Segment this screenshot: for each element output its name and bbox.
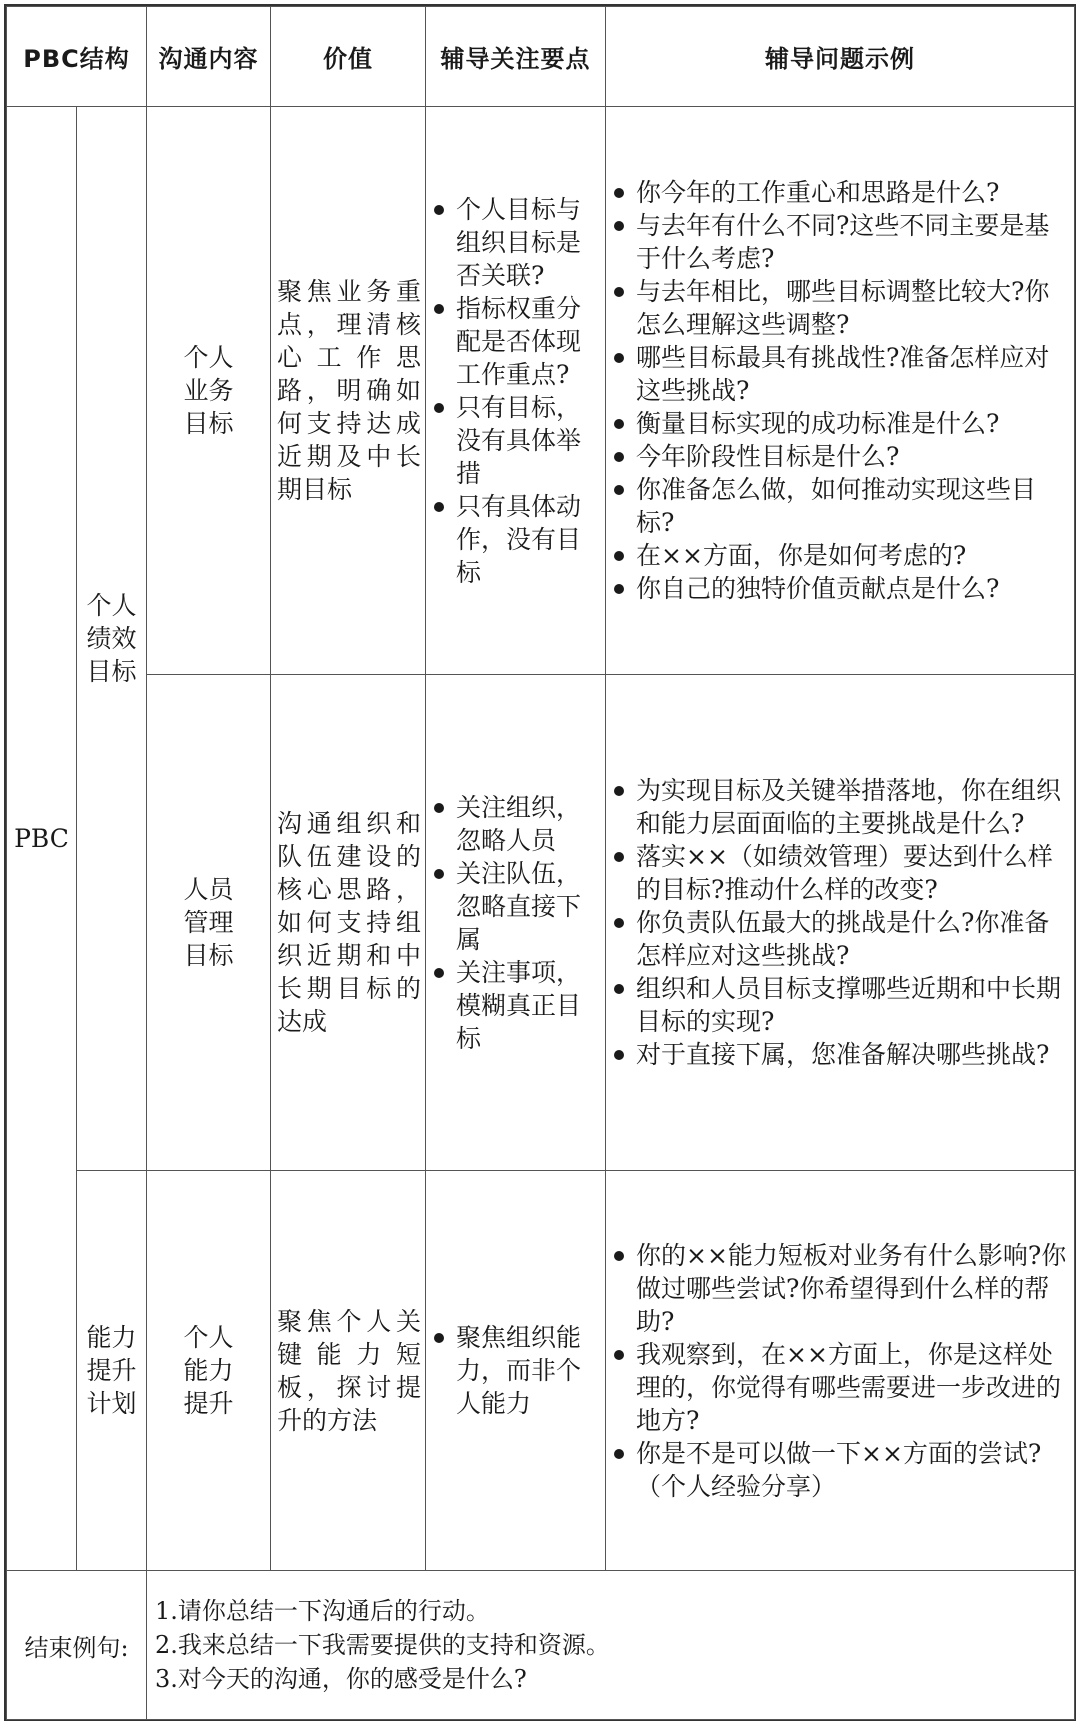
- list-item: 你的××能力短板对业务有什么影响?你做过哪些尝试?你希望得到什么样的帮助?: [612, 1239, 1070, 1338]
- list-item: 你今年的工作重心和思路是什么?: [612, 176, 1070, 209]
- list-item: 与去年相比，哪些目标调整比较大?你怎么理解这些调整?: [612, 275, 1070, 341]
- row3-focus: [426, 1171, 606, 1571]
- closing-line: 1.请你总结一下沟通后的行动。: [155, 1597, 490, 1625]
- list-item: 关注事项，模糊真正目标: [432, 956, 601, 1055]
- list-item: 落实××（如绩效管理）要达到什么样的目标?推动什么样的改变?: [612, 840, 1070, 906]
- list-item: 与去年有什么不同?这些不同主要是基于什么考虑?: [612, 209, 1070, 275]
- closing-lines: [147, 1571, 1075, 1720]
- list-item: 关注队伍，忽略直接下属: [432, 857, 601, 956]
- closing-line: 2.我来总结一下我需要提供的支持和资源。: [155, 1631, 610, 1659]
- pbc-label: PBC: [7, 107, 77, 1571]
- list-item: 你是不是可以做一下××方面的尝试?（个人经验分享）: [612, 1437, 1070, 1503]
- pbc-coaching-table: [6, 6, 1075, 1720]
- list-item: 个人目标与组织目标是否关联?: [432, 193, 601, 292]
- list-item: 在××方面，你是如何考虑的?: [612, 539, 1070, 572]
- header-content: 沟通内容: [147, 7, 271, 107]
- list-item: 哪些目标最具有挑战性?准备怎样应对这些挑战?: [612, 341, 1070, 407]
- row2-focus-list: [426, 791, 605, 1055]
- list-item: 只有具体动作，没有目标: [432, 490, 601, 589]
- row3-examples-list: [606, 1239, 1074, 1503]
- row2-value: 沟通组织和队伍建设的核心思路，如何支持组织近期和中长期目标的达成: [271, 675, 426, 1171]
- list-item: 衡量目标实现的成功标准是什么?: [612, 407, 1070, 440]
- group-performance: [77, 107, 147, 1171]
- closing-line: 3.对今天的沟通，你的感受是什么?: [155, 1665, 527, 1693]
- row2-examples-list: [606, 774, 1074, 1071]
- row3-content-text: 个人能力提升: [183, 1323, 234, 1418]
- list-item: 今年阶段性目标是什么?: [612, 440, 1070, 473]
- row2-examples: [606, 675, 1075, 1171]
- group-capability-text: 能力提升计划: [86, 1323, 137, 1418]
- row1-examples-list: [606, 176, 1074, 605]
- row1-focus-list: [426, 193, 605, 589]
- row1-focus: [426, 107, 606, 675]
- group-capability: [77, 1171, 147, 1571]
- header-focus: 辅导关注要点: [426, 7, 606, 107]
- list-item: 对于直接下属，您准备解决哪些挑战?: [612, 1038, 1070, 1071]
- header-structure: PBC结构: [7, 7, 147, 107]
- list-item: 你准备怎么做，如何推动实现这些目标?: [612, 473, 1070, 539]
- closing-row: [7, 1571, 1075, 1720]
- row2-content-text: 人员管理目标: [183, 875, 234, 970]
- list-item: 你负责队伍最大的挑战是什么?你准备怎样应对这些挑战?: [612, 906, 1070, 972]
- row1-content-text: 个人业务目标: [183, 343, 234, 438]
- row3-examples: [606, 1171, 1075, 1571]
- list-item: 关注组织，忽略人员: [432, 791, 601, 857]
- list-item: 你自己的独特价值贡献点是什么?: [612, 572, 1070, 605]
- header-value: 价值: [271, 7, 426, 107]
- header-row: [7, 7, 1075, 107]
- table-row: [7, 107, 1075, 675]
- list-item: 为实现目标及关键举措落地，你在组织和能力层面面临的主要挑战是什么?: [612, 774, 1070, 840]
- row1-value: 聚焦业务重点，理清核心工作思路，明确如何支持达成近期及中长期目标: [271, 107, 426, 675]
- row2-focus: [426, 675, 606, 1171]
- table-row: [7, 1171, 1075, 1571]
- closing-label: 结束例句:: [7, 1571, 147, 1720]
- row1-examples: [606, 107, 1075, 675]
- group-performance-text: 个人绩效目标: [86, 591, 137, 686]
- table-row: [7, 675, 1075, 1171]
- list-item: 指标权重分配是否体现工作重点?: [432, 292, 601, 391]
- row2-content: [147, 675, 271, 1171]
- row3-focus-list: [426, 1321, 605, 1420]
- row3-value: 聚焦个人关键能力短板，探讨提升的方法: [271, 1171, 426, 1571]
- header-examples: 辅导问题示例: [606, 7, 1075, 107]
- list-item: 只有目标，没有具体举措: [432, 391, 601, 490]
- row1-content: [147, 107, 271, 675]
- list-item: 组织和人员目标支撑哪些近期和中长期目标的实现?: [612, 972, 1070, 1038]
- row3-content: [147, 1171, 271, 1571]
- list-item: 聚焦组织能力，而非个人能力: [432, 1321, 601, 1420]
- list-item: 我观察到，在××方面上，你是这样处理的，你觉得有哪些需要进一步改进的地方?: [612, 1338, 1070, 1437]
